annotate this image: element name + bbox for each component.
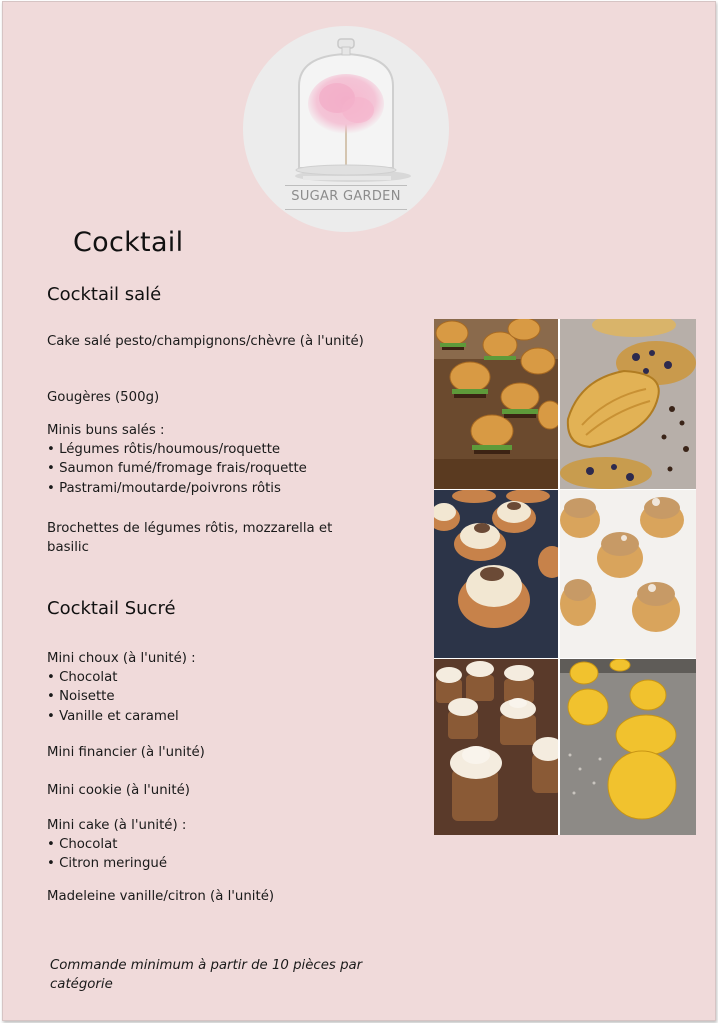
list-item: • Légumes rôtis/houmous/roquette <box>47 440 367 459</box>
brand-logo <box>243 26 449 232</box>
section-heading-sucre: Cocktail Sucré <box>47 598 176 619</box>
item-cookie-text: Mini cookie (à l'unité) <box>47 783 190 798</box>
page-title: Cocktail <box>73 227 184 258</box>
minimum-order-note: Commande minimum à partir de 10 pièces par catégorie <box>50 958 363 992</box>
mini-cake-label: Mini cake (à l'unité) : <box>47 818 187 833</box>
item-madeleine <box>47 887 367 906</box>
brand-name: SUGAR GARDEN <box>291 189 401 204</box>
list-item: • Saumon fumé/fromage frais/roquette <box>47 459 367 478</box>
list-item: • Citron meringué <box>47 854 367 873</box>
menu-page <box>2 1 716 1021</box>
logo-divider-bottom <box>285 209 407 210</box>
photo-collage <box>434 319 696 835</box>
list-item: • Noisette <box>47 687 367 706</box>
item-cake-sale <box>47 332 367 351</box>
item-financier <box>47 743 367 762</box>
list-item: • Chocolat <box>47 835 367 854</box>
item-cake-sale-text: Cake salé pesto/champignons/chèvre (à l'unité) <box>47 334 364 349</box>
photo-madeleines <box>560 319 696 489</box>
buns-label: Minis buns salés : <box>47 423 165 438</box>
photo-choux-caramel <box>560 490 696 658</box>
logo-divider-top <box>285 185 407 186</box>
item-mini-cake <box>47 816 367 874</box>
item-cookie <box>47 781 367 800</box>
list-item: • Pastrami/moutarde/poivrons rôtis <box>47 479 367 498</box>
section-heading-sale: Cocktail salé <box>47 284 162 305</box>
item-gougeres-text: Gougères (500g) <box>47 390 160 405</box>
item-gougeres <box>47 388 367 407</box>
photo-cupcakes <box>434 659 558 835</box>
list-item: • Vanille et caramel <box>47 707 367 726</box>
photo-gougeres <box>560 659 696 835</box>
item-choux <box>47 649 367 726</box>
item-madeleine-text: Madeleine vanille/citron (à l'unité) <box>47 889 275 904</box>
choux-label: Mini choux (à l'unité) : <box>47 651 196 666</box>
item-financier-text: Mini financier (à l'unité) <box>47 745 205 760</box>
list-item: • Chocolat <box>47 668 367 687</box>
item-brochettes <box>47 519 367 557</box>
photo-cream-tartlets <box>434 490 558 658</box>
item-brochettes-text: Brochettes de légumes rôtis, mozzarella et basilic <box>47 521 333 556</box>
photo-mini-buns <box>434 319 558 489</box>
item-buns <box>47 421 367 498</box>
